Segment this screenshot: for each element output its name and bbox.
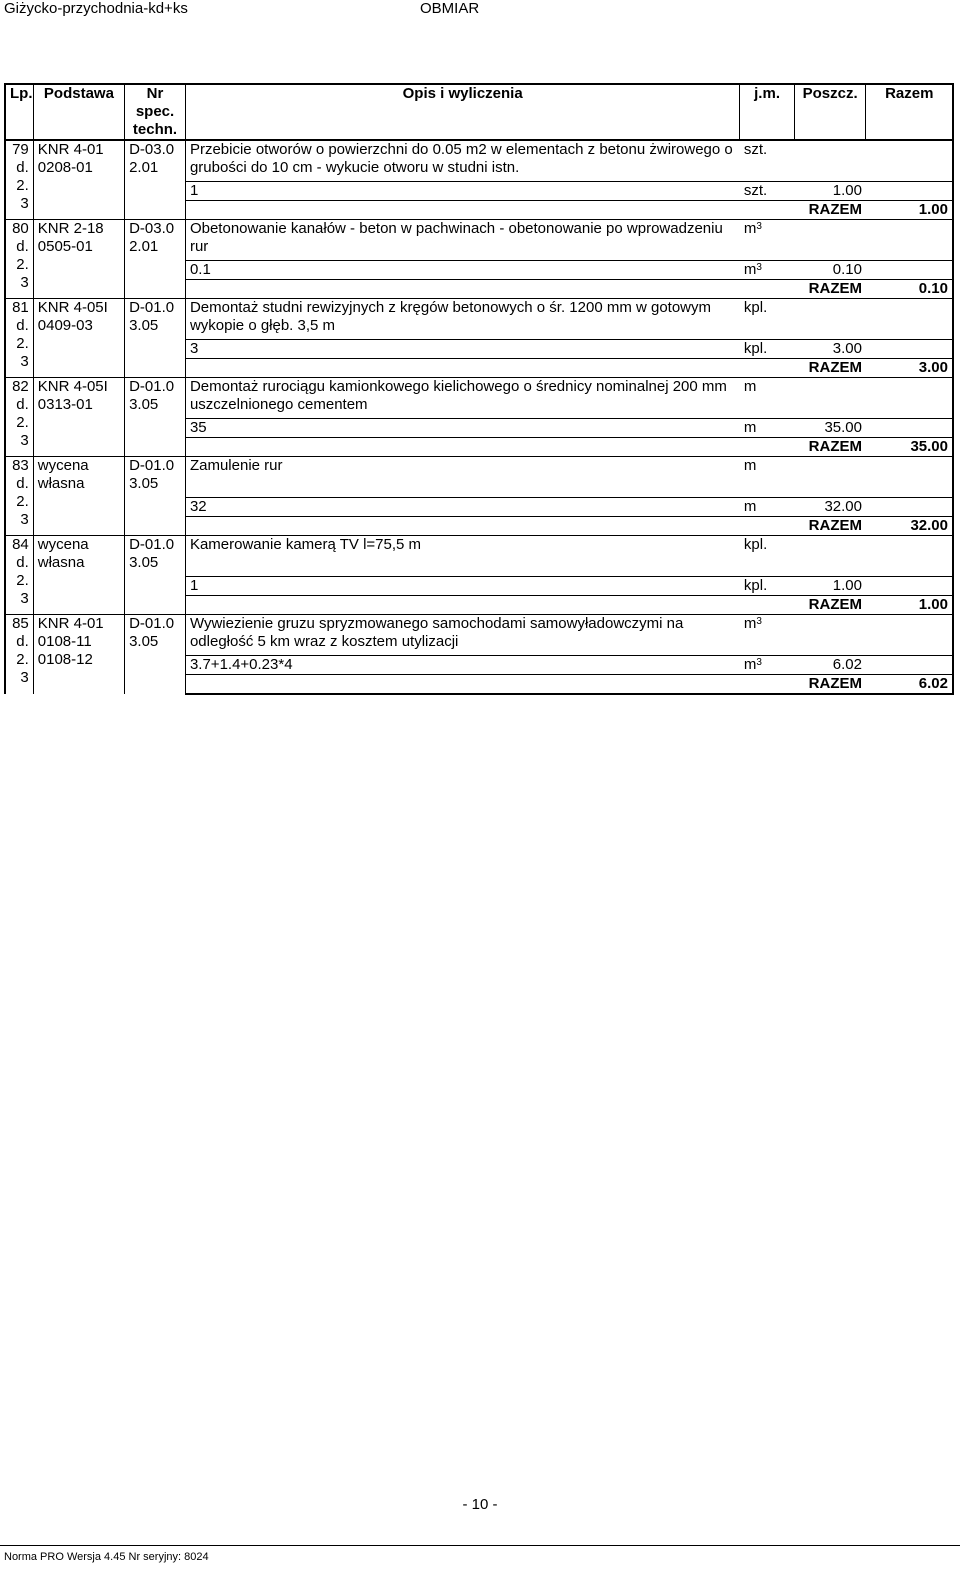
item-calc: 0.1 [185, 261, 739, 280]
page-number: - 10 - [462, 1496, 498, 1513]
item-lp: 82 d.2. 3 [5, 378, 33, 457]
item-nr-spec: D-03.02.01 [125, 220, 186, 299]
project-name: Giżycko-przychodnia-kd+ks [4, 0, 188, 17]
table-row [5, 140, 953, 182]
razem-label: RAZEM [794, 675, 866, 695]
item-nr-spec: D-01.03.05 [125, 536, 186, 615]
item-razem: 35.00 [866, 438, 953, 457]
table-row [5, 615, 953, 656]
item-poszcz: 35.00 [794, 419, 866, 438]
table-row [5, 299, 953, 340]
item-calc-unit: kpl. [740, 577, 794, 596]
footer-text: Norma PRO Wersja 4.45 Nr seryjny: 8024 [4, 1551, 209, 1563]
item-podstawa: KNR 4-01 0108-11 0108-12 [33, 615, 124, 695]
item-poszcz: 0.10 [794, 261, 866, 280]
item-podstawa: KNR 2-18 0505-01 [33, 220, 124, 299]
item-unit: m [740, 378, 794, 419]
item-podstawa: wycena własna [33, 457, 124, 536]
item-calc: 3 [185, 340, 739, 359]
razem-label: RAZEM [794, 359, 866, 378]
item-calc-unit: $m^3$ [740, 261, 794, 280]
item-poszcz: 6.02 [794, 656, 866, 675]
item-lp: 85 d.2. 3 [5, 615, 33, 695]
item-calc-unit: m [740, 498, 794, 517]
item-unit: $m^3$ [740, 615, 794, 656]
item-nr-spec: D-03.02.01 [125, 140, 186, 220]
table-body [5, 140, 953, 694]
table-header-row [5, 84, 953, 140]
item-unit: $m^3$ [740, 220, 794, 261]
item-poszcz: 1.00 [794, 577, 866, 596]
item-razem: 6.02 [866, 675, 953, 695]
item-razem: 1.00 [866, 596, 953, 615]
item-calc: 1 [185, 577, 739, 596]
item-calc: 35 [185, 419, 739, 438]
item-unit: kpl. [740, 299, 794, 340]
item-description: Wywiezienie gruzu spryzmowanego samochodami samowyładowczymi na odległość 5 km wraz z kosztem utylizacji [185, 615, 739, 656]
item-description: Kamerowanie kamerą TV l=75,5 m [185, 536, 739, 577]
item-nr-spec: D-01.03.05 [125, 457, 186, 536]
col-header-podstawa: Podstawa [33, 84, 124, 140]
item-razem: 1.00 [866, 201, 953, 220]
item-poszcz: 3.00 [794, 340, 866, 359]
item-calc: 3.7+1.4+0.23*4 [185, 656, 739, 675]
page-header [0, 0, 960, 22]
razem-label: RAZEM [794, 201, 866, 220]
document-title: OBMIAR [420, 0, 480, 17]
razem-label: RAZEM [794, 438, 866, 457]
item-unit: szt. [740, 140, 794, 182]
item-calc-unit: m [740, 419, 794, 438]
item-poszcz: 1.00 [794, 182, 866, 201]
item-poszcz: 32.00 [794, 498, 866, 517]
col-header-razem: Razem [866, 84, 953, 140]
razem-label: RAZEM [794, 280, 866, 299]
col-header-jm: j.m. [740, 84, 794, 140]
item-lp: 84 d.2. 3 [5, 536, 33, 615]
item-lp: 83 d.2. 3 [5, 457, 33, 536]
item-podstawa: KNR 4-01 0208-01 [33, 140, 124, 220]
table-row [5, 457, 953, 498]
item-lp: 80 d.2. 3 [5, 220, 33, 299]
item-lp: 79 d.2. 3 [5, 140, 33, 220]
item-calc: 1 [185, 182, 739, 201]
item-unit: m [740, 457, 794, 498]
item-podstawa: KNR 4-05I 0313-01 [33, 378, 124, 457]
table-row [5, 220, 953, 261]
item-description: Przebicie otworów o powierzchni do 0.05 m2 w elementach z betonu żwirowego o grubości do 10 cm - wykucie otworu w studni istn. [185, 140, 739, 182]
item-calc-unit: szt. [740, 182, 794, 201]
estimate-table [4, 83, 954, 695]
item-calc-unit: $m^3$ [740, 656, 794, 675]
item-razem: 0.10 [866, 280, 953, 299]
table-row [5, 536, 953, 577]
item-nr-spec: D-01.03.05 [125, 299, 186, 378]
item-podstawa: wycena własna [33, 536, 124, 615]
col-header-lp: Lp. [5, 84, 33, 140]
razem-label: RAZEM [794, 517, 866, 536]
item-description: Demontaż studni rewizyjnych z kręgów betonowych o śr. 1200 mm w gotowym wykopie o głęb. 3,5 m [185, 299, 739, 340]
item-description: Zamulenie rur [185, 457, 739, 498]
col-header-opis: Opis i wyliczenia [185, 84, 739, 140]
item-nr-spec: D-01.03.05 [125, 378, 186, 457]
item-nr-spec: D-01.03.05 [125, 615, 186, 695]
item-calc-unit: kpl. [740, 340, 794, 359]
razem-label: RAZEM [794, 596, 866, 615]
item-razem: 3.00 [866, 359, 953, 378]
item-razem: 32.00 [866, 517, 953, 536]
table-row [5, 378, 953, 419]
item-podstawa: KNR 4-05I 0409-03 [33, 299, 124, 378]
item-description: Demontaż rurociągu kamionkowego kielichowego o średnicy nominalnej 200 mm uszczelnionego cementem [185, 378, 739, 419]
item-calc: 32 [185, 498, 739, 517]
col-header-nr-spec: Nr spec. techn. [125, 84, 186, 140]
col-header-poszcz: Poszcz. [794, 84, 866, 140]
item-description: Obetonowanie kanałów - beton w pachwinach - obetonowanie po wprowadzeniu rur [185, 220, 739, 261]
item-lp: 81 d.2. 3 [5, 299, 33, 378]
item-unit: kpl. [740, 536, 794, 577]
footer-divider [0, 1545, 960, 1546]
